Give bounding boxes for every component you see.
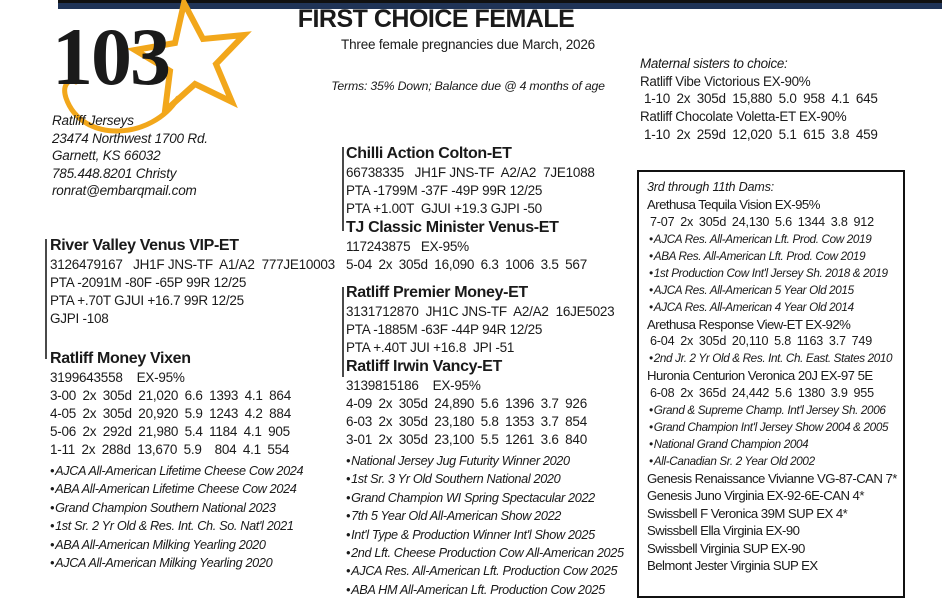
pta-line: PTA +.70T GJUI +16.7 99R 12/25	[50, 293, 244, 308]
dam-name: Swissbell F Veronica 39M SUP EX 4*	[647, 505, 848, 521]
award-item: • 1st Production Cow Int'l Jersey Sh. 2018 & 2019	[647, 265, 895, 282]
pedigree-connector-line	[342, 287, 344, 377]
lactation-record: 4-09 2x 305d 24,890 5.6 1396 3.7 926	[346, 396, 587, 411]
lactation-record: 5-06 2x 292d 21,980 5.4 1184 4.1 905	[50, 424, 290, 439]
maternal-sister-record: 1-10 2x 305d 15,880 5.0 958 4.1 645	[644, 91, 878, 107]
seller-info	[52, 112, 208, 200]
seller-city: Garnett, KS 66032	[52, 148, 161, 164]
lactation-record: 3-01 2x 305d 23,100 5.5 1261 3.6 840	[346, 432, 587, 447]
dam-name: Belmont Jester Virginia SUP EX	[647, 558, 818, 573]
lactation-record: 6-04 2x 305d 20,110 5.8 1163 3.7 749	[650, 334, 873, 348]
award-item: • ABA Res. All-American Lft. Prod. Cow 2019	[647, 248, 895, 265]
animal-name: River Valley Venus VIP-ET	[50, 237, 239, 254]
dam-name: Genesis Renaissance Vivianne VG-87-CAN 7*	[647, 470, 897, 486]
award-item: • Grand Champion Int'l Jersey Show 2004 & 2005	[647, 419, 895, 436]
animal-id-line: 3131712870 JH1C JNS-TF A2/A2 16JE5023	[346, 304, 615, 319]
animal-name: Ratliff Irwin Vancy-ET	[346, 358, 502, 375]
left-pedigree-column	[50, 236, 342, 572]
award-item: • Grand & Supreme Champ. Int'l Jersey Sh. 2006	[647, 402, 895, 419]
pedigree-connector-line	[342, 147, 344, 231]
award-item: • AJCA Res. All-American 5 Year Old 2015	[647, 282, 895, 299]
pta-line: PTA +1.00T GJUI +19.3 GJPI -50	[346, 201, 542, 216]
lactation-record: 3-00 2x 305d 21,020 6.6 1393 4.1 864	[50, 388, 291, 403]
page-title: FIRST CHOICE FEMALE	[297, 5, 575, 33]
award-item: • 2nd Jr. 2 Yr Old & Res. Int. Ch. East. States 2010	[647, 350, 895, 367]
seller-email: ronrat@embarqmail.com	[52, 183, 197, 199]
awards-list	[346, 452, 642, 599]
dams-box	[637, 170, 905, 598]
award-item: • Int'l Type & Production Winner Int'l Show 2025	[346, 526, 642, 544]
award-item: • 7th 5 Year Old All-American Show 2022	[346, 507, 642, 525]
maternal-sister-name: Ratliff Chocolate Voletta-ET EX-90%	[640, 109, 847, 125]
award-item: • National Grand Champion 2004	[647, 436, 895, 453]
award-item: • AJCA All-American Lifetime Cheese Cow 2024	[50, 462, 342, 480]
lactation-record: 6-03 2x 305d 23,180 5.8 1353 3.7 854	[346, 414, 587, 429]
lactation-record: 4-05 2x 305d 20,920 5.9 1243 4.2 884	[50, 406, 291, 421]
lactation-record: 6-08 2x 365d 24,442 5.6 1380 3.9 955	[650, 385, 874, 400]
dam-name: Arethusa Tequila Vision EX-95%	[647, 197, 820, 212]
award-item: • AJCA Res. All-American Lft. Prod. Cow 2019	[647, 231, 895, 248]
award-item: • AJCA All-American Milking Yearling 2020	[50, 554, 342, 572]
award-item: • 1st Sr. 2 Yr Old & Res. Int. Ch. So. Nat'l 2021	[50, 517, 342, 535]
award-item: • ABA HM All-American Lft. Production Cow 2025	[346, 581, 642, 599]
lactation-record: 7-07 2x 305d 24,130 5.6 1344 3.8 912	[650, 214, 874, 229]
award-item: • ABA All-American Milking Yearling 2020	[50, 536, 342, 554]
pta-line: PTA +.40T JUI +16.8 JPI -51	[346, 340, 515, 355]
animal-id-line: 3199643558 EX-95%	[50, 370, 185, 385]
awards-list	[50, 462, 342, 572]
award-item: • National Jersey Jug Futurity Winner 2020	[346, 452, 642, 470]
dams-box-heading: 3rd through 11th Dams:	[647, 180, 774, 194]
animal-id-line: 3139815186 EX-95%	[346, 378, 481, 393]
pta-line: PTA -1799M -37F -49P 99R 12/25	[346, 183, 543, 198]
award-item: • Grand Champion WI Spring Spectacular 2022	[346, 489, 642, 507]
maternal-sister-name: Ratliff Vibe Victorious EX-90%	[640, 73, 811, 89]
animal-name: Chilli Action Colton-ET	[346, 145, 512, 162]
dam-name: Genesis Juno Virginia EX-92-6E-CAN 4*	[647, 488, 864, 503]
middle-pedigree-column	[346, 144, 642, 599]
dam-name: Arethusa Response View-ET EX-92%	[647, 316, 851, 332]
animal-id-line: 66738335 JH1F JNS-TF A2/A2 7JE1088	[346, 165, 595, 180]
pedigree-connector-line	[45, 239, 47, 359]
seller-name: Ratliff Jerseys	[52, 113, 134, 128]
award-item: • AJCA Res. All-American 4 Year Old 2014	[647, 299, 895, 316]
page-subtitle: Three female pregnancies due March, 2026	[341, 37, 595, 52]
dam-name: Huronia Centurion Veronica 20J EX-97 5E	[647, 368, 873, 383]
dam-name: Swissbell Ella Virginia EX-90	[647, 523, 800, 538]
sale-terms: Terms: 35% Down; Balance due @ 4 months of age	[331, 79, 605, 93]
award-item: • Grand Champion Southern National 2023	[50, 499, 342, 517]
animal-id-line: 117243875 EX-95%	[346, 239, 469, 254]
dam-name: Swissbell Virginia SUP EX-90	[647, 540, 805, 556]
lactation-record: 1-11 2x 288d 13,670 5.9 804 4.1 554	[50, 442, 290, 457]
animal-name: TJ Classic Minister Venus-ET	[346, 219, 559, 236]
award-item: • AJCA Res. All-American Lft. Production Cow 2025	[346, 562, 642, 580]
award-item: • 2nd Lft. Cheese Production Cow All-American 2025	[346, 544, 642, 562]
animal-name: Ratliff Premier Money-ET	[346, 284, 528, 301]
pta-line: PTA -2091M -80F -65P 99R 12/25	[50, 275, 247, 290]
maternal-sister-record: 1-10 2x 259d 12,020 5.1 615 3.8 459	[644, 126, 878, 142]
award-item: • ABA All-American Lifetime Cheese Cow 2024	[50, 480, 342, 498]
seller-address: 23474 Northwest 1700 Rd.	[52, 130, 208, 146]
maternal-sisters-section	[640, 55, 935, 144]
award-item: • 1st Sr. 3 Yr Old Southern National 2020	[346, 470, 642, 488]
maternal-sisters-heading: Maternal sisters to choice:	[640, 56, 788, 71]
seller-phone: 785.448.8201 Christy	[52, 165, 177, 181]
lot-number: 103	[52, 11, 169, 102]
animal-name: Ratliff Money Vixen	[50, 350, 191, 367]
pta-line: GJPI -108	[50, 311, 109, 326]
pta-line: PTA -1885M -63F -44P 94R 12/25	[346, 322, 543, 337]
animal-id-line: 3126479167 JH1F JNS-TF A1/A2 777JE10003	[50, 257, 335, 272]
award-item: • All-Canadian Sr. 2 Year Old 2002	[647, 453, 895, 470]
lactation-record: 5-04 2x 305d 16,090 6.3 1006 3.5 567	[346, 257, 587, 272]
